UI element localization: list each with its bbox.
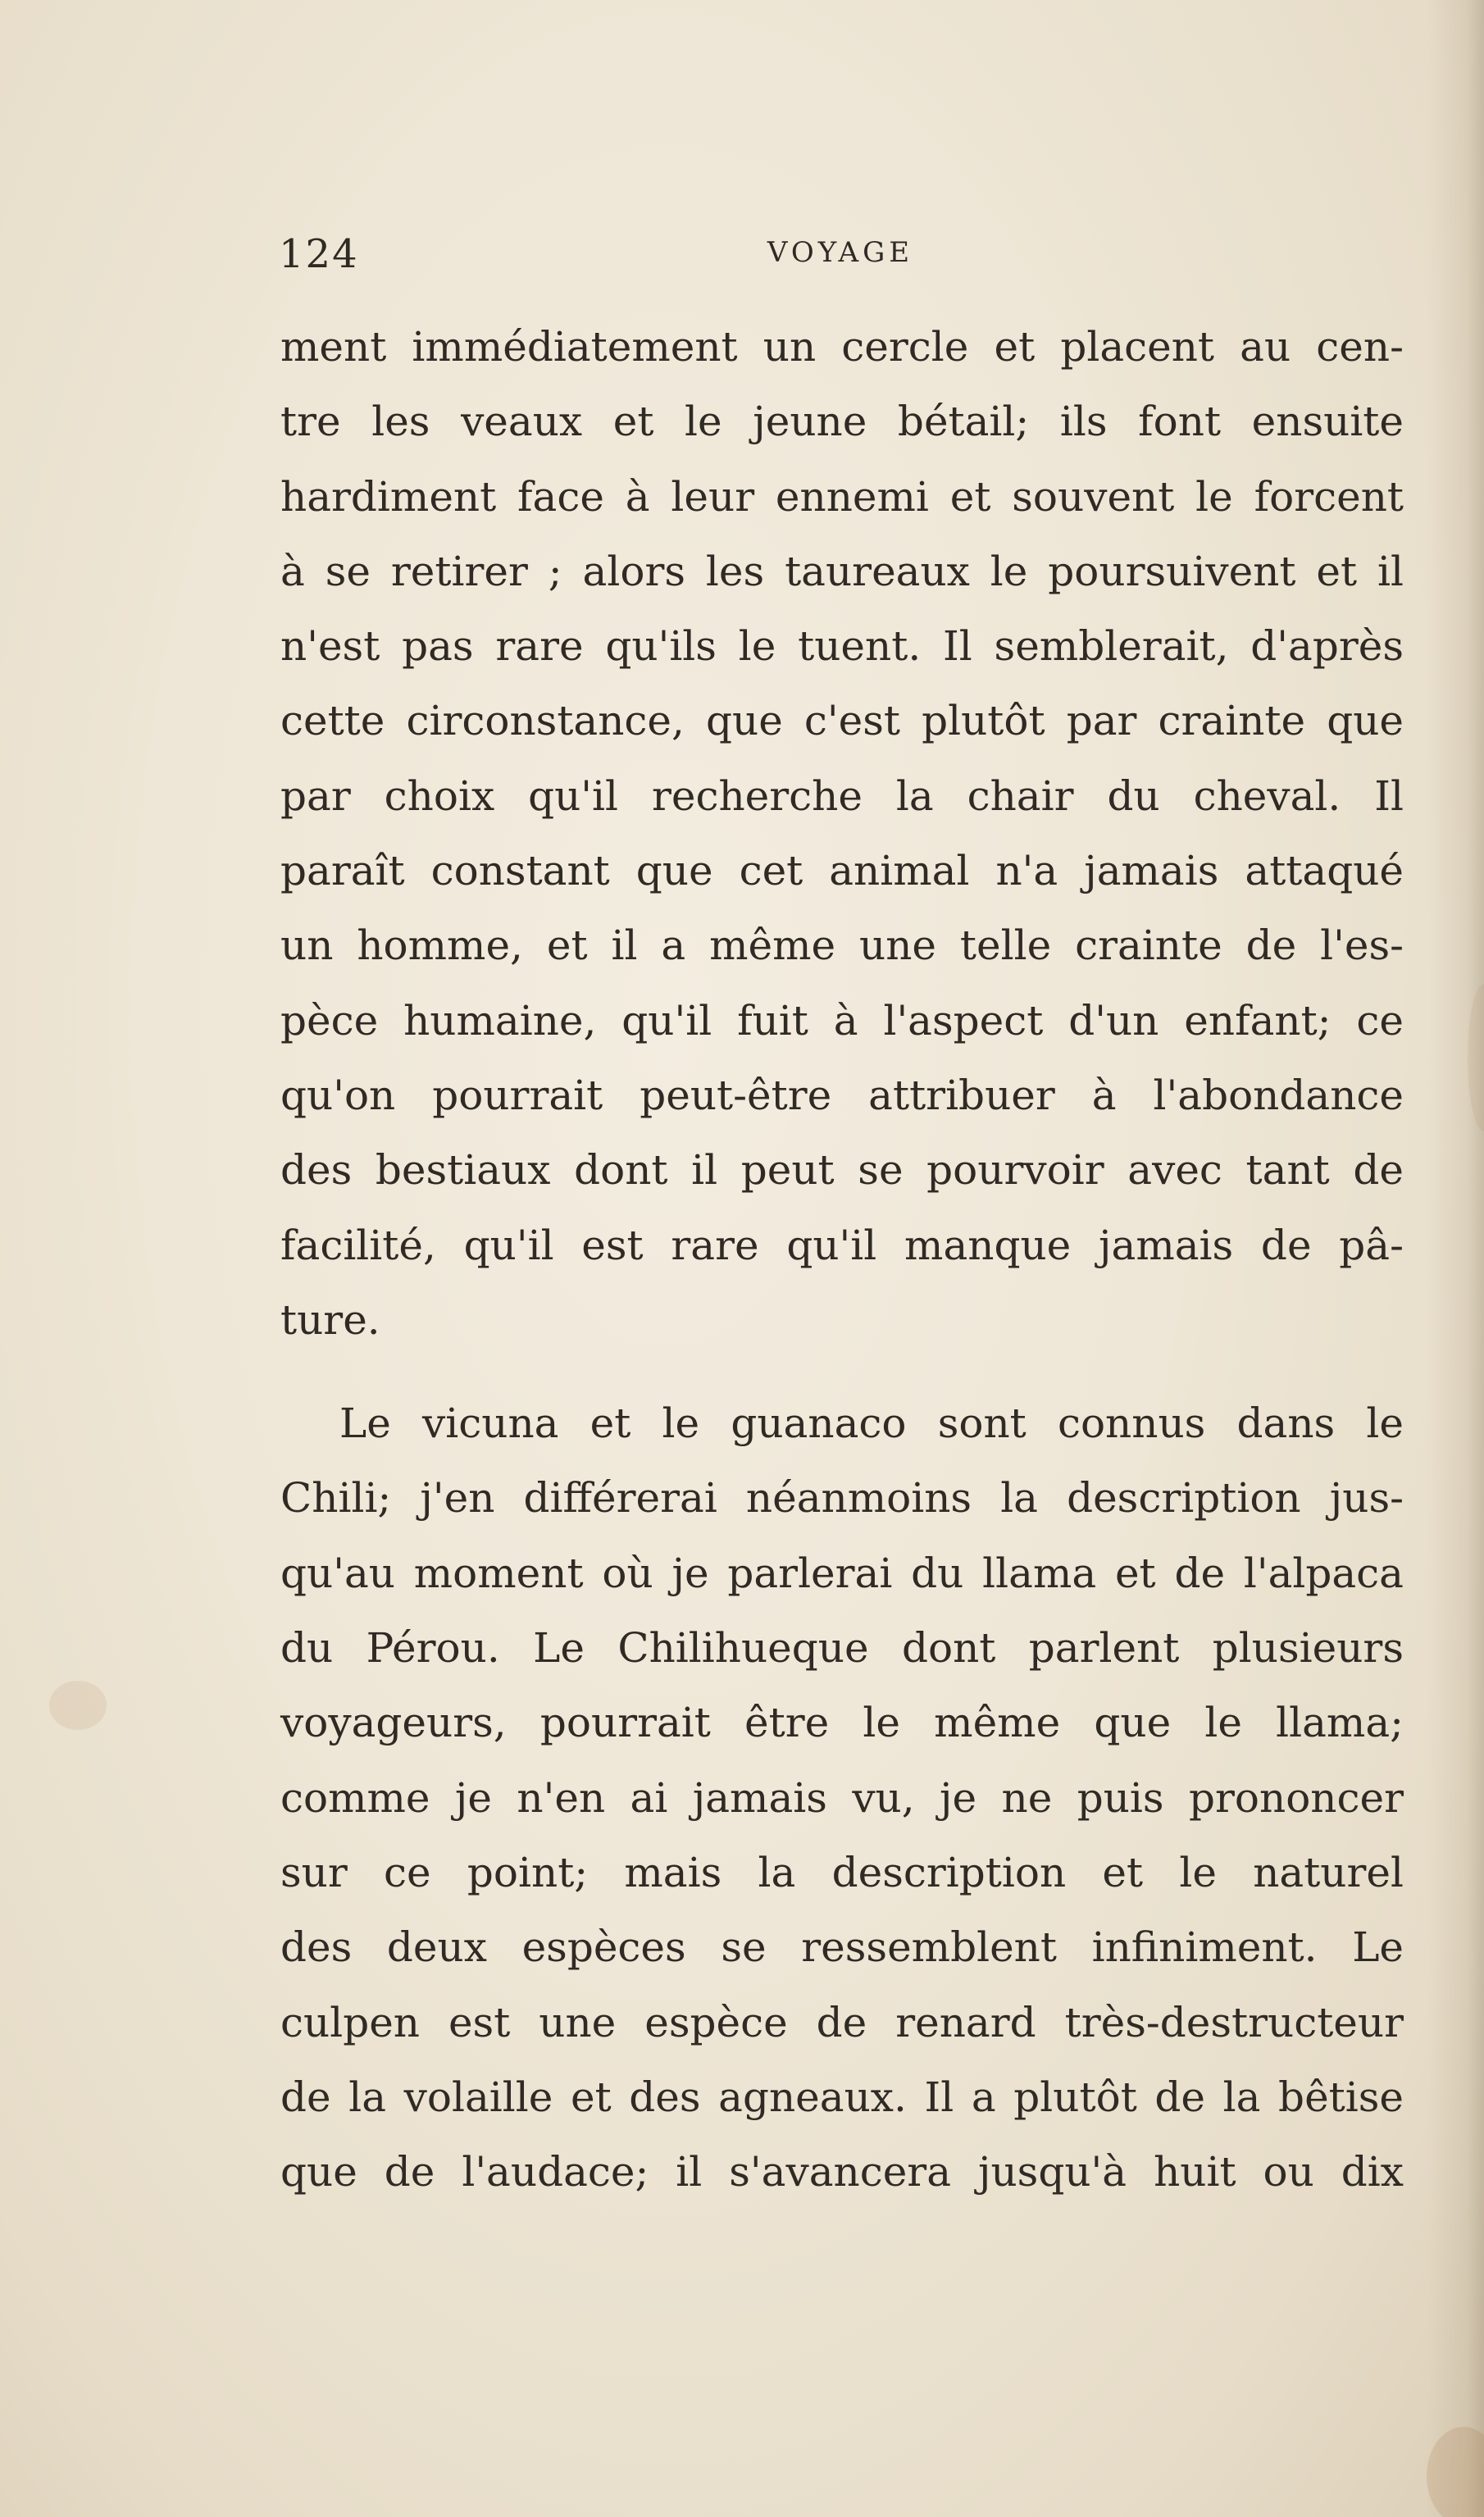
- running-head: VOYAGE: [767, 236, 914, 269]
- text-line: facilité, qu'il est rare qu'il manque jamais de pâ-: [280, 1221, 1404, 1269]
- page-edge-shadow: [1427, 0, 1484, 2517]
- page-header: [279, 231, 1402, 280]
- page-number: 124: [279, 231, 359, 277]
- text-line: culpen est une espèce de renard très-destructeur: [280, 1998, 1404, 2046]
- text-line: paraît constant que cet animal n'a jamais attaqué: [280, 847, 1404, 895]
- text-line: des bestiaux dont il peut se pourvoir avec tant de: [280, 1146, 1404, 1195]
- text-line: hardiment face à leur ennemi et souvent le forcent: [280, 472, 1404, 521]
- body-text: [280, 310, 1404, 2210]
- text-line: un homme, et il a même une telle crainte de l'es-: [280, 922, 1404, 970]
- text-line: voyageurs, pourrait être le même que le llama;: [280, 1699, 1404, 1747]
- text-line: n'est pas rare qu'ils le tuent. Il semblerait, d'après: [280, 622, 1404, 671]
- text-line: par choix qu'il recherche la chair du cheval. Il: [280, 771, 1404, 820]
- text-line: Chili; j'en différerai néanmoins la description jus-: [280, 1474, 1404, 1522]
- text-line: à se retirer ; alors les taureaux le poursuivent et il: [280, 547, 1404, 595]
- text-line: du Pérou. Le Chilihueque dont parlent plusieurs: [280, 1624, 1404, 1673]
- text-line: Le vicuna et le guanaco sont connus dans le: [339, 1400, 1404, 1448]
- text-line: sur ce point; mais la description et le naturel: [280, 1848, 1404, 1896]
- text-line: qu'au moment où je parlerai du llama et de l'alpaca: [280, 1549, 1404, 1597]
- text-line: de la volaille et des agneaux. Il a plutôt de la bêtise: [280, 2073, 1404, 2121]
- text-line: comme je n'en ai jamais vu, je ne puis prononcer: [280, 1773, 1404, 1822]
- foxing-stain: [49, 1681, 107, 1730]
- text-line: des deux espèces se ressemblent infiniment. Le: [280, 1923, 1404, 1972]
- text-line: que de l'audace; il s'avancera jusqu'à huit ou dix: [280, 2148, 1404, 2196]
- text-line: ment immédiatement un cercle et placent au cen-: [280, 323, 1404, 371]
- text-line: tre les veaux et le jeune bétail; ils font ensuite: [280, 398, 1404, 446]
- text-line: qu'on pourrait peut-être attribuer à l'abondance: [280, 1071, 1404, 1119]
- paragraph-gap: [280, 1358, 1404, 1386]
- text-line: cette circonstance, que c'est plutôt par crainte que: [280, 697, 1404, 745]
- text-line: pèce humaine, qu'il fuit à l'aspect d'un enfant; ce: [280, 996, 1404, 1045]
- text-line: ture.: [280, 1295, 380, 1344]
